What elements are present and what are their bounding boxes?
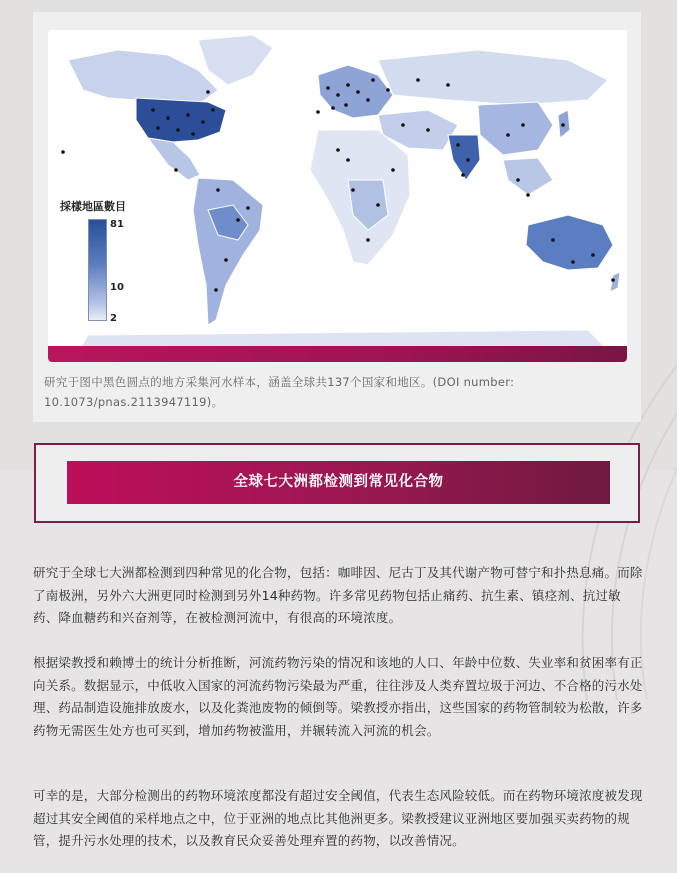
figure-caption: 研究于图中黑色圆点的地方采集河水样本，涵盖全球共137个国家和地区。(DOI number: 10.1073/pnas.2113947119)。 — [44, 375, 515, 409]
paragraph-2: 根据梁教授和赖博士的统计分析推断，河流药物污染的情况和该地的人口、年龄中位数、失业率和贫困率有正向关系。数据显示，中低收入国家的河流药物污染最为严重，往往涉及人类弃置垃圾于河边、不合格的污水处理、药品制造设施排放废水，以及化粪池废物的倾倒等。梁教授亦指出，这些国家的药物管制较为松散，许多药物无需医生处方也可买到，增加药物被滥用，并辗转流入河流的机会。 — [33, 655, 643, 738]
legend-mid-label: 10 — [110, 282, 124, 293]
legend-max-label: 81 — [110, 219, 124, 230]
legend-min-label: 2 — [110, 313, 117, 324]
legend-color-scale — [88, 219, 107, 321]
world-map-graphic — [48, 30, 627, 362]
section-heading: 全球七大洲都检测到常见化合物 — [67, 461, 610, 504]
map-bottom-bar — [48, 346, 627, 362]
legend-title: 採樣地區數目 — [60, 200, 126, 213]
paragraph-3: 可幸的是，大部分检测出的药物环境浓度都没有超过安全阈值，代表生态风险较低。而在药物环境浓度被发现超过其安全阈值的采样地点之中，位于亚洲的地点比其他洲更多。梁教授建议亚洲地区要加强买卖药物的规管，提升污水处理的技术，以及教育民众妥善处理弃置的药物，以改善情况。 — [33, 788, 643, 848]
paragraph-1: 研究于全球七大洲都检测到四种常见的化合物，包括：咖啡因、尼古丁及其代谢产物可替宁和扑热息痛。而除了南极洲，另外六大洲更同时检测到另外14种药物。许多常见药物包括止痛药、抗生素、镇痉剂、抗过敏药、降血糖药和兴奋剂等，在被检测河流中，有很高的环境浓度。 — [33, 565, 643, 625]
world-map — [48, 30, 627, 362]
